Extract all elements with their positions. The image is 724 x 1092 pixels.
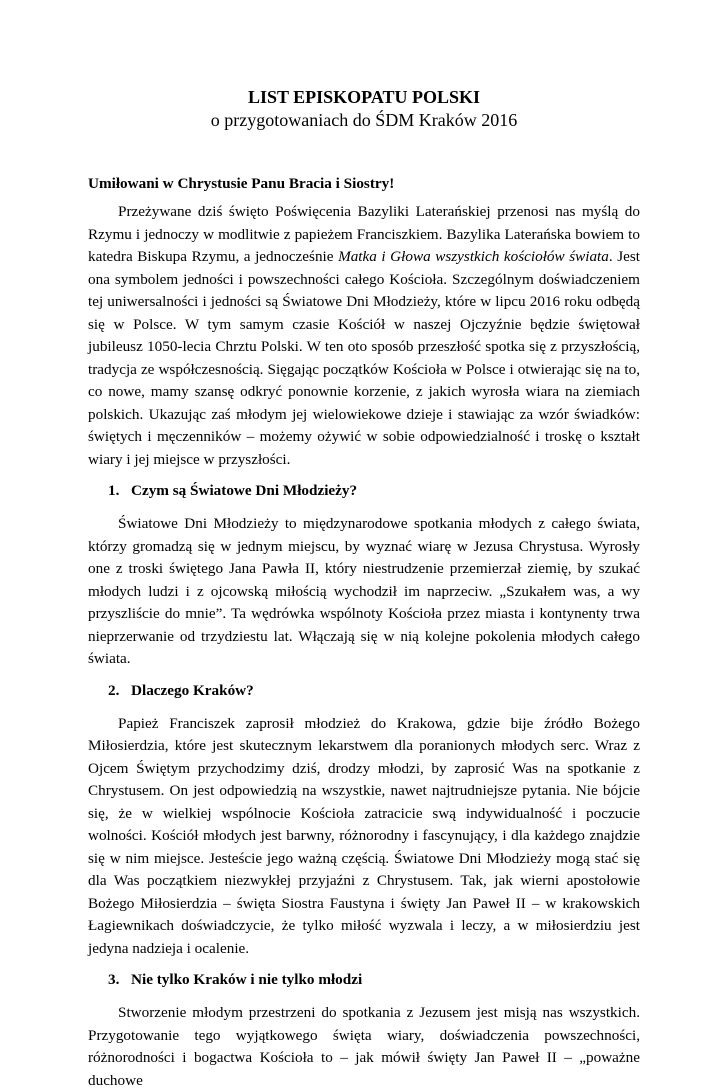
title-block: [88, 86, 640, 132]
greeting: Umiłowani w Chrystusie Panu Bracia i Siostry!: [88, 175, 395, 192]
document-subtitle: o przygotowaniach do ŚDM Kraków 2016: [210, 110, 518, 130]
document-title: LIST EPISKOPATU POLSKI: [247, 87, 481, 107]
section-1-paragraph: Światowe Dni Młodzieży to międzynarodowe spotkania młodych z całego świata, którzy gromadzą się w jednym miejscu, by wyznać wiarę w Jezusa Chrystusa. Wyrosły one z troski świętego Jana Pawła II, który niestrudzenie przemierzał ziemię, by szukać młodych ludzi i z ojcowską miłością wychodził im naprzeciw. „Szukałem was, a wy przyszliście do mnie”. Ta wędrówka wspólnoty Kościoła przez miasta i kontynenty trwa nieprzerwanie od trzydziestu lat. Włączają się w nią kolejne pokolenia młodych całego świata.: [88, 515, 640, 667]
section-2-title: Dlaczego Kraków?: [131, 681, 254, 699]
section-1-number: 1.: [108, 482, 120, 499]
section-2-heading: [88, 680, 640, 702]
section-1-heading: [88, 480, 640, 502]
document-page: [88, 86, 640, 1092]
section-3-heading: [88, 969, 640, 991]
section-2-paragraph: Papież Franciszek zaprosił młodzież do Krakowa, gdzie bije źródło Bożego Miłosierdzia, które jest skutecznym lekarstwem dla poranionych młodych serc. Wraz z Ojcem Świętym przychodzimy dziś, drodzy młodzi, by zaprosić Was na spotkanie z Chrystusem. On jest odpowiedzią na wszystkie, nawet najtrudniejsze pytania. Nie bójcie się, że w wielkiej wspólnocie Kościoła zatracicie swą indywidualność i poczucie wolności. Kościół młodych jest barwny, różnorodny i fascynujący, i dla każdego znajdzie się w nim miejsce. Jesteście jego ważną częścią. Światowe Dni Młodzieży mogą stać się dla Was początkiem niezwykłej przyjaźni z Chrystusem. Tak, jak wierni apostołowie Bożego Miłosierdzia – święta Siostra Faustyna i święty Jan Paweł II – w krakowskich Łagiewnikach doświadczycie, że tylko miłość wyzwala i leczy, a w miłosierdziu jest jedyna nadzieja i ocalenie.: [88, 714, 640, 957]
section-3-number: 3.: [108, 971, 120, 988]
section-3-title: Nie tylko Kraków i nie tylko młodzi: [131, 971, 363, 988]
section-3-paragraph: Stworzenie młodym przestrzeni do spotkania z Jezusem jest misją nas wszystkich. Przygotowanie tego wyjątkowego święta wiary, doświadczenia powszechności, różnorodności i bogactwa Kościoła to – jak mówił święty Jan Paweł II – „poważne duchowe: [88, 1004, 640, 1089]
section-1-title: Czym są Światowe Dni Młodzieży?: [131, 482, 358, 499]
intro-text-part1: Przeżywane dziś święto Poświęcenia Bazyliki Laterańskiej przenosi nas myślą do Rzymu i jednoczy w modlitwie z papieżem Franciszkiem. Bazylika Laterańska bowiem to katedra Biskupa Rzymu, a jednocześnie: [88, 203, 640, 265]
intro-emphasis: Matka i Głowa wszystkich kościołów świata: [338, 248, 609, 265]
section-2-number: 2.: [108, 681, 120, 699]
intro-text-part2: . Jest ona symbolem jedności i powszechności całego Kościoła. Szczególnym doświadczeniem tej uniwersalności i jedności są Światowe Dni Młodzieży, które w lipcu 2016 roku odbędą się w Polsce. W tym samym czasie Kościół w naszej Ojczyźnie będzie świętował jubileusz 1050-lecia Chrztu Polski. W ten oto sposób przeszłość spotka się z przyszłością, tradycja ze współczesnością. Sięgając początków Kościoła w Polsce i otwierając się na to, co nowe, mamy szansę odkryć ponownie korzenie, z jakich wyrosła wiara na ziemiach polskich. Ukazując zaś młodym jej wielowiekowe dzieje i stawiając za wzór świadków: świętych i męczenników – możemy ożywić w sobie odpowiedzialność i troskę o kształt wiary i jej miejsce w przyszłości.: [88, 248, 641, 468]
intro-paragraph: [88, 201, 640, 471]
